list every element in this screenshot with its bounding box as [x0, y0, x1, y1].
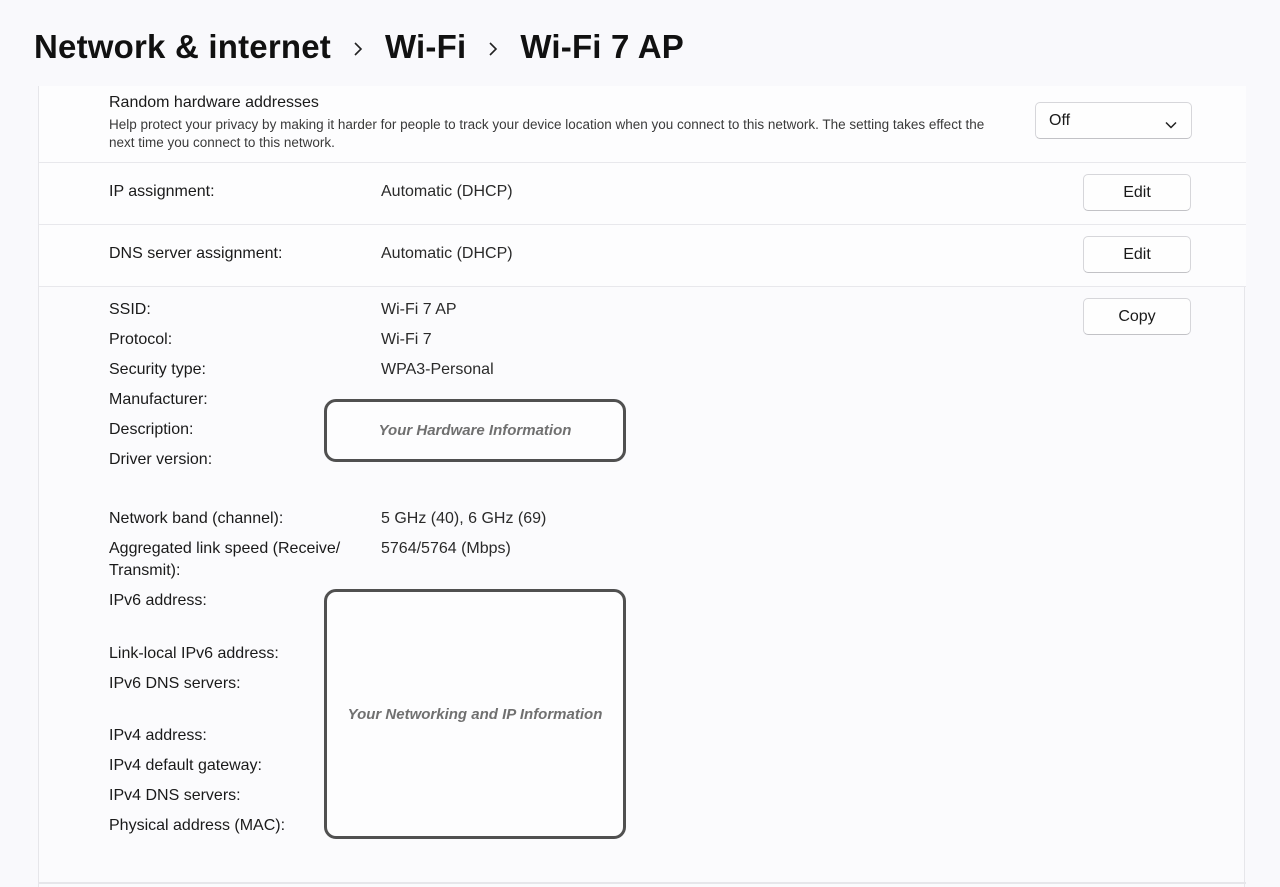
ip-assignment-row [39, 163, 1246, 225]
dns-assignment-value: Automatic (DHCP) [381, 245, 513, 262]
ip-assignment-value: Automatic (DHCP) [381, 183, 513, 200]
ipv4-gateway-label: IPv4 default gateway: [109, 757, 262, 774]
dropdown-selected-value: Off [1049, 112, 1071, 129]
breadcrumb-wifi[interactable]: Wi-Fi [384, 28, 467, 65]
panel-bottom-divider [39, 882, 1246, 884]
breadcrumb-network-internet[interactable]: Network & internet [34, 28, 331, 65]
dns-assignment-label: DNS server assignment: [109, 245, 283, 262]
random-hardware-addresses-row [39, 86, 1246, 163]
chevron-right-icon [331, 28, 385, 66]
random-hardware-dropdown[interactable] [1035, 102, 1192, 139]
breadcrumb [34, 28, 684, 66]
network-properties-panel [38, 86, 1245, 887]
breadcrumb-current-network: Wi-Fi 7 AP [520, 28, 684, 65]
security-type-label: Security type: [109, 361, 206, 378]
ip-assignment-label: IP assignment: [109, 183, 215, 200]
dns-assignment-edit-button[interactable]: Edit [1083, 236, 1191, 273]
description-label: Description: [109, 421, 194, 438]
chevron-down-icon [1165, 116, 1177, 134]
protocol-label: Protocol: [109, 331, 173, 348]
ssid-value: Wi-Fi 7 AP [381, 301, 457, 318]
hardware-info-redaction: Your Hardware Information [324, 399, 626, 462]
ipv6-address-label: IPv6 address: [109, 592, 207, 609]
copy-button[interactable]: Copy [1083, 298, 1191, 335]
link-speed-label-line2: Transmit): [109, 562, 181, 579]
ip-assignment-edit-button[interactable]: Edit [1083, 174, 1191, 211]
security-type-value: WPA3-Personal [381, 361, 494, 378]
mac-address-label: Physical address (MAC): [109, 817, 286, 834]
random-hardware-title: Random hardware addresses [109, 94, 319, 111]
driver-version-label: Driver version: [109, 451, 213, 468]
random-hardware-description: Help protect your privacy by making it harder for people to track your device location when you connect to this network. The setting takes effect the next time you connect to this network. [109, 117, 985, 150]
link-speed-label-line1: Aggregated link speed (Receive/ [109, 540, 341, 557]
network-band-label: Network band (channel): [109, 510, 284, 527]
link-local-ipv6-label: Link-local IPv6 address: [109, 645, 279, 662]
dns-assignment-row [39, 225, 1246, 287]
network-info-redaction: Your Networking and IP Information [324, 589, 626, 839]
network-band-value: 5 GHz (40), 6 GHz (69) [381, 510, 547, 527]
ipv6-dns-label: IPv6 DNS servers: [109, 675, 241, 692]
ipv4-dns-label: IPv4 DNS servers: [109, 787, 241, 804]
ssid-label: SSID: [109, 301, 151, 318]
chevron-right-icon [466, 28, 520, 66]
protocol-value: Wi-Fi 7 [381, 331, 432, 348]
link-speed-value: 5764/5764 (Mbps) [381, 540, 511, 557]
manufacturer-label: Manufacturer: [109, 391, 208, 408]
ipv4-address-label: IPv4 address: [109, 727, 207, 744]
